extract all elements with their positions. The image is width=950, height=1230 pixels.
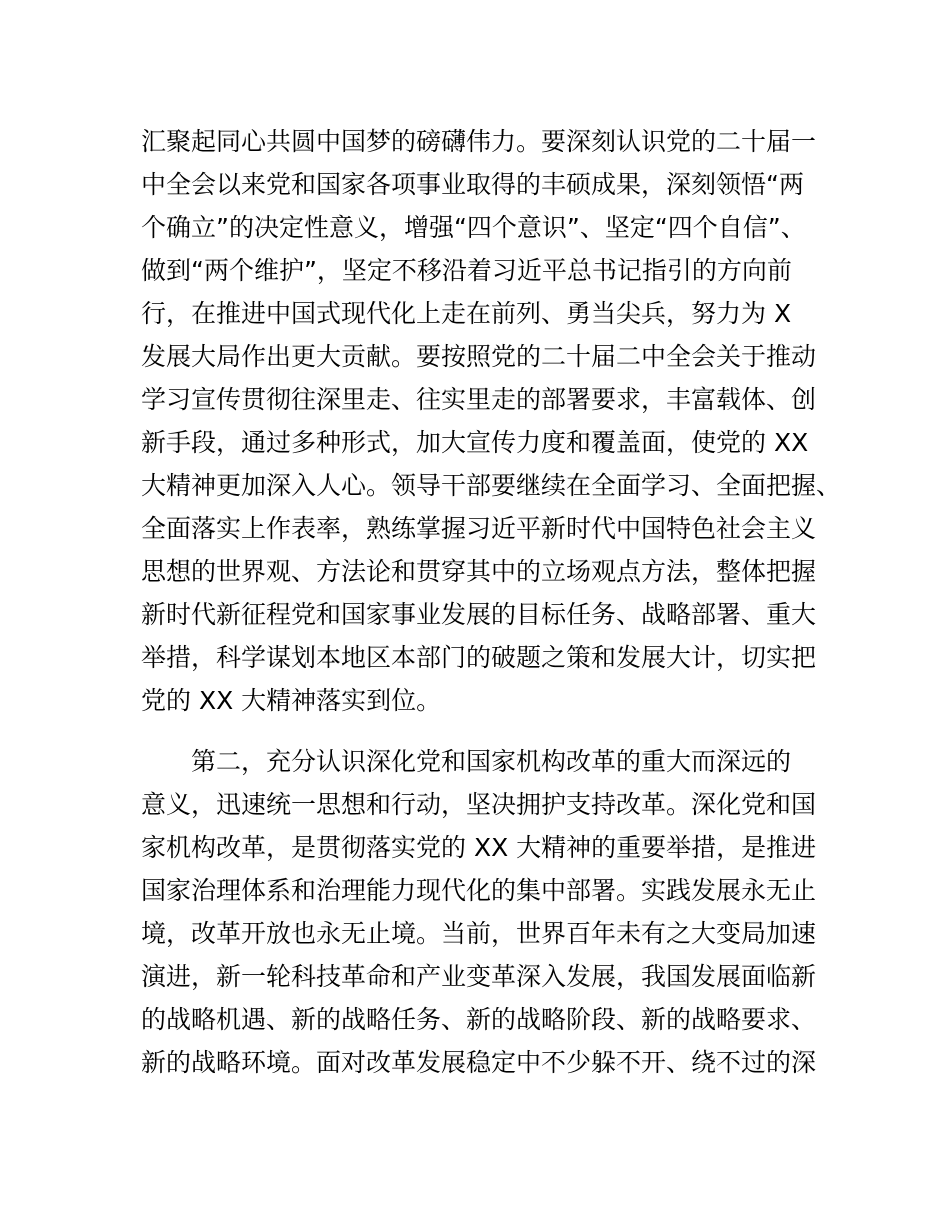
text-line: 全面落实上作表率，熟练掌握习近平新时代中国特色社会主义 [141,514,817,543]
paragraph-2 [141,740,841,1084]
text-line: 国家治理体系和治理能力现代化的集中部署。实践发展永无止 [141,876,817,905]
text-line: 行，在推进中国式现代化上走在前列、勇当尖兵，努力为 X [141,299,792,328]
text-line: 思想的世界观、方法论和贯穿其中的立场观点方法，整体把握 [141,557,817,586]
text-line: 举措，科学谋划本地区本部门的破题之策和发展大计，切实把 [141,643,817,672]
text-line: 大精神更加深入人心。领导干部要继续在全面学习、全面把握、 [141,471,842,500]
text-line: 新时代新征程党和国家事业发展的目标任务、战略部署、重大 [141,600,817,629]
text-line: 境，改革开放也永无止境。当前，世界百年未有之大变局加速 [141,919,817,948]
text-line: 汇聚起同心共圆中国梦的磅礴伟力。要深刻认识党的二十届一 [141,127,817,156]
text-line: 的战略机遇、新的战略任务、新的战略阶段、新的战略要求、 [141,1005,817,1034]
text-line: 新手段，通过多种形式，加大宣传力度和覆盖面，使党的 XX [141,428,809,457]
text-line: 个确立”的决定性意义，增强“四个意识”、坚定“四个自信”、 [141,213,806,242]
text-line: 意义，迅速统一思想和行动，坚决拥护支持改革。深化党和国 [141,790,817,819]
text-line: 家机构改革，是贯彻落实党的 XX 大精神的重要举措，是推进 [141,833,817,862]
text-line: 演进，新一轮科技革命和产业变革深入发展，我国发展面临新 [141,962,817,991]
text-line: 党的 XX 大精神落实到位。 [141,686,442,715]
paragraph-1 [141,120,841,722]
text-line: 做到“两个维护”，坚定不移沿着习近平总书记指引的方向前 [141,256,792,285]
text-line: 发展大局作出更大贡献。要按照党的二十届二中全会关于推动 [141,342,817,371]
text-line-indented: 第二，充分认识深化党和国家机构改革的重大而深远的 [191,747,792,776]
text-line: 学习宣传贯彻往深里走、往实里走的部署要求，丰富载体、创 [141,385,817,414]
text-line: 新的战略环境。面对改革发展稳定中不少躲不开、绕不过的深 [141,1048,817,1077]
text-line: 中全会以来党和国家各项事业取得的丰硕成果，深刻领悟“两 [141,170,804,199]
